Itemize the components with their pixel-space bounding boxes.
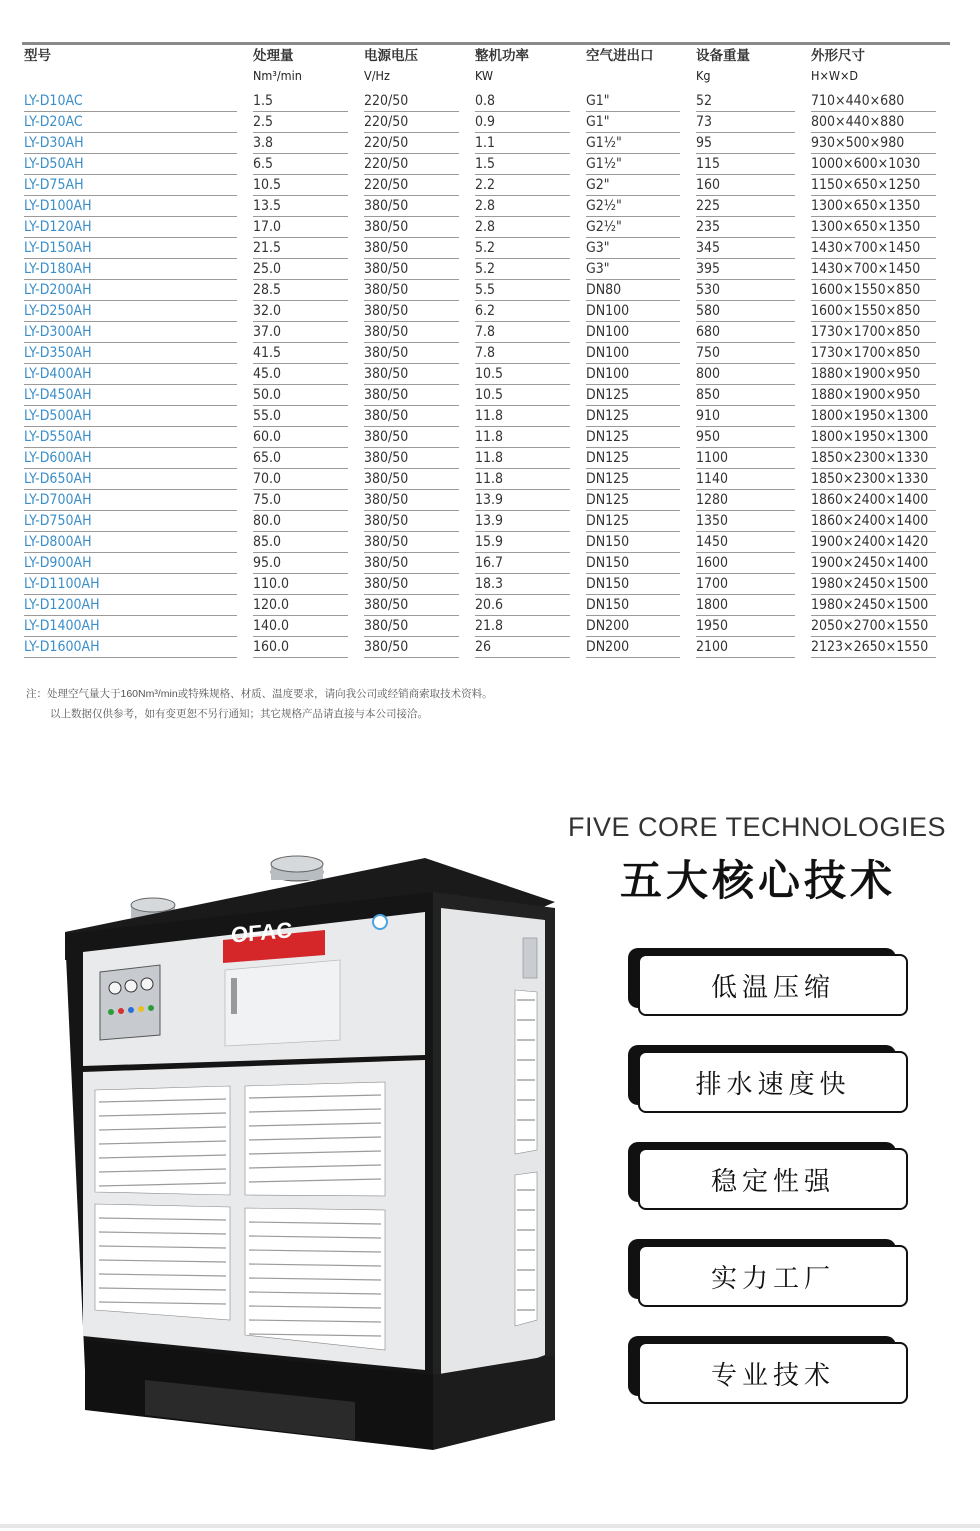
table-cell: 1860×2400×1400 [809,511,950,532]
tech-title-zh: 五大核心技术 [620,856,897,905]
table-cell: 2050×2700×1550 [809,616,950,637]
table-cell: 380/50 [362,301,473,322]
table-cell: 2100 [694,637,809,658]
table-row [22,91,950,112]
table-cell: G2½" [584,217,694,238]
table-cell: LY-D450AH [22,385,251,406]
table-cell: 1850×2300×1330 [809,469,950,490]
table-cell: 20.6 [473,595,584,616]
table-cell: LY-D400AH [22,364,251,385]
table-cell: LY-D50AH [22,154,251,175]
column-header-label: 空气进出口 [586,48,654,64]
table-cell: LY-D900AH [22,553,251,574]
table-cell: 25.0 [251,259,362,280]
table-cell: 32.0 [251,301,362,322]
table-cell: LY-D150AH [22,238,251,259]
table-cell: 5.2 [473,238,584,259]
table-cell: 2.5 [251,112,362,133]
table-cell: 235 [694,217,809,238]
table-cell: 220/50 [362,175,473,196]
table-cell: 380/50 [362,427,473,448]
table-cell: DN125 [584,490,694,511]
table-cell: 380/50 [362,532,473,553]
table-cell: 1430×700×1450 [809,259,950,280]
table-cell: 710×440×680 [809,91,950,112]
table-cell: 1140 [694,469,809,490]
table-cell: 380/50 [362,364,473,385]
table-cell: 1800 [694,595,809,616]
table-cell: 1600 [694,553,809,574]
table-row [22,637,950,658]
table-cell: LY-D180AH [22,259,251,280]
table-cell: 1100 [694,448,809,469]
table-cell: 800 [694,364,809,385]
table-cell: 380/50 [362,595,473,616]
table-cell: 11.8 [473,448,584,469]
table-cell: 1980×2450×1500 [809,595,950,616]
table-cell: 1730×1700×850 [809,343,950,364]
table-cell: 26 [473,637,584,658]
table-cell: 0.9 [473,112,584,133]
feature-item-4: 实力工厂 [628,1239,908,1309]
table-row [22,385,950,406]
table-cell: 530 [694,280,809,301]
table-cell: 1900×2400×1420 [809,532,950,553]
table-cell: 380/50 [362,553,473,574]
column-header [584,44,694,92]
table-cell: LY-D200AH [22,280,251,301]
column-header [694,44,809,92]
table-cell: 1880×1900×950 [809,364,950,385]
table-cell: 95.0 [251,553,362,574]
note-line-2: 以上数据仅供参考，如有变更恕不另行通知；其它规格产品请直接与本公司接洽。 [50,708,428,720]
table-cell: 680 [694,322,809,343]
table-cell: DN200 [584,637,694,658]
table-row [22,511,950,532]
table-cell: 13.9 [473,490,584,511]
table-cell: 220/50 [362,91,473,112]
table-cell: LY-D550AH [22,427,251,448]
table-cell: 10.5 [473,385,584,406]
table-row [22,364,950,385]
table-cell: 80.0 [251,511,362,532]
table-cell: LY-D500AH [22,406,251,427]
table-cell: DN125 [584,406,694,427]
feature-item-1: 低温压缩 [628,948,908,1018]
table-cell: G2½" [584,196,694,217]
table-cell: 395 [694,259,809,280]
table-row [22,322,950,343]
table-cell: 1600×1550×850 [809,280,950,301]
column-header-label: 处理量 [253,48,294,64]
table-cell: 1850×2300×1330 [809,448,950,469]
table-cell: 380/50 [362,469,473,490]
table-cell: 1730×1700×850 [809,322,950,343]
table-cell: 1700 [694,574,809,595]
table-row [22,343,950,364]
table-notes [26,684,926,724]
table-row [22,532,950,553]
table-cell: 1430×700×1450 [809,238,950,259]
table-cell: 800×440×880 [809,112,950,133]
column-header-label: 电源电压 [364,48,418,64]
table-row [22,616,950,637]
table-cell: 380/50 [362,574,473,595]
table-cell: LY-D100AH [22,196,251,217]
table-cell: 7.8 [473,343,584,364]
table-cell: DN150 [584,574,694,595]
table-cell: G3" [584,259,694,280]
column-header [362,44,473,92]
table-cell: 6.5 [251,154,362,175]
column-header-label: 设备重量 [696,48,750,64]
table-cell: 16.7 [473,553,584,574]
table-cell: G1½" [584,154,694,175]
table-cell: 1350 [694,511,809,532]
table-row [22,301,950,322]
table-cell: 380/50 [362,217,473,238]
feature-item-2: 排水速度快 [628,1045,908,1115]
table-row [22,553,950,574]
table-cell: 7.8 [473,322,584,343]
table-cell: LY-D600AH [22,448,251,469]
table-cell: 45.0 [251,364,362,385]
table-cell: 910 [694,406,809,427]
table-cell: 1.5 [251,91,362,112]
table-cell: LY-D1200AH [22,595,251,616]
column-header-label: 型号 [24,48,51,64]
table-row [22,238,950,259]
table-cell: 110.0 [251,574,362,595]
table-cell: 2.2 [473,175,584,196]
table-cell: 160 [694,175,809,196]
table-cell: 37.0 [251,322,362,343]
table-cell: 380/50 [362,322,473,343]
table-cell: 13.9 [473,511,584,532]
table-cell: DN150 [584,553,694,574]
table-row [22,427,950,448]
table-body [22,91,950,658]
table-cell: DN80 [584,280,694,301]
table-cell: 75.0 [251,490,362,511]
table-cell: DN100 [584,364,694,385]
table-cell: 1300×650×1350 [809,217,950,238]
note-line-1: 注：处理空气量大于160Nm³/min或特殊规格、材质、温度要求，请向我公司或经销商索取技术资料。 [26,688,493,700]
table-cell: 1800×1950×1300 [809,406,950,427]
table-cell: 55.0 [251,406,362,427]
table-row [22,196,950,217]
table-cell: 380/50 [362,406,473,427]
table-cell: 11.8 [473,469,584,490]
table-cell: 2123×2650×1550 [809,637,950,658]
table-cell: 345 [694,238,809,259]
table-cell: 380/50 [362,238,473,259]
feature-item-3: 稳定性强 [628,1142,908,1212]
table-cell: 380/50 [362,343,473,364]
table-cell: 73 [694,112,809,133]
table-cell: DN125 [584,511,694,532]
table-row [22,595,950,616]
table-cell: LY-D30AH [22,133,251,154]
table-cell: 220/50 [362,133,473,154]
table-row [22,133,950,154]
table-cell: LY-D75AH [22,175,251,196]
table-cell: 950 [694,427,809,448]
table-header-row [22,44,950,92]
table-cell: 5.5 [473,280,584,301]
table-cell: 225 [694,196,809,217]
column-header [473,44,584,92]
table-cell: 850 [694,385,809,406]
table-cell: 2.8 [473,217,584,238]
table-cell: LY-D800AH [22,532,251,553]
table-cell: 120.0 [251,595,362,616]
table-cell: 41.5 [251,343,362,364]
table-cell: 115 [694,154,809,175]
table-cell: 11.8 [473,427,584,448]
table-cell: 380/50 [362,511,473,532]
table-cell: LY-D700AH [22,490,251,511]
table-cell: 1.1 [473,133,584,154]
table-cell: 10.5 [251,175,362,196]
column-header [251,44,362,92]
table-cell: 70.0 [251,469,362,490]
table-cell: 2.8 [473,196,584,217]
table-cell: LY-D300AH [22,322,251,343]
table-cell: DN200 [584,616,694,637]
table-cell: 50.0 [251,385,362,406]
table-row [22,217,950,238]
table-cell: DN150 [584,532,694,553]
table-row [22,490,950,511]
table-cell: DN125 [584,469,694,490]
table-cell: LY-D650AH [22,469,251,490]
table-cell: 0.8 [473,91,584,112]
table-cell: 5.2 [473,259,584,280]
table-cell: LY-D120AH [22,217,251,238]
table-cell: 6.2 [473,301,584,322]
column-header-unit: V/Hz [364,68,390,83]
table-cell: 1900×2450×1400 [809,553,950,574]
table-cell: 28.5 [251,280,362,301]
table-cell: DN150 [584,595,694,616]
table-cell: LY-D1100AH [22,574,251,595]
table-cell: 1800×1950×1300 [809,427,950,448]
table-cell: LY-D1600AH [22,637,251,658]
column-header-unit: KW [475,68,494,83]
table-cell: 17.0 [251,217,362,238]
table-row [22,259,950,280]
table-row [22,112,950,133]
table-cell: 380/50 [362,196,473,217]
table-cell: G1½" [584,133,694,154]
feature-item-5: 专业技术 [628,1336,908,1406]
table-cell: 95 [694,133,809,154]
table-cell: 930×500×980 [809,133,950,154]
table-row [22,154,950,175]
table-cell: DN125 [584,427,694,448]
table-cell: 380/50 [362,637,473,658]
table-cell: 380/50 [362,490,473,511]
table-cell: LY-D750AH [22,511,251,532]
table-cell: 220/50 [362,112,473,133]
table-cell: 1280 [694,490,809,511]
table-cell: 65.0 [251,448,362,469]
tech-title-en: FIVE CORE TECHNOLOGIES [568,812,947,842]
table-cell: 380/50 [362,385,473,406]
table-cell: 160.0 [251,637,362,658]
table-cell: G2" [584,175,694,196]
column-header-unit: Nm³/min [253,68,302,83]
table-cell: 380/50 [362,448,473,469]
table-cell: 380/50 [362,280,473,301]
table-cell: 10.5 [473,364,584,385]
table-cell: 220/50 [362,154,473,175]
column-header [22,44,251,92]
table-row [22,448,950,469]
table-cell: 380/50 [362,259,473,280]
table-cell: 11.8 [473,406,584,427]
table-cell: 15.9 [473,532,584,553]
table-cell: DN100 [584,343,694,364]
air-dryer-machine-image [55,850,575,1470]
table-cell: 13.5 [251,196,362,217]
table-cell: LY-D10AC [22,91,251,112]
table-cell: 140.0 [251,616,362,637]
footer-divider [0,1524,980,1528]
spec-table [22,42,950,658]
table-cell: 1000×600×1030 [809,154,950,175]
column-header-label: 外形尺寸 [811,48,865,64]
table-row [22,175,950,196]
table-cell: G1" [584,91,694,112]
table-cell: 3.8 [251,133,362,154]
table-cell: G3" [584,238,694,259]
table-cell: LY-D20AC [22,112,251,133]
table-cell: 1860×2400×1400 [809,490,950,511]
table-cell: DN125 [584,448,694,469]
table-cell: LY-D250AH [22,301,251,322]
table-cell: 750 [694,343,809,364]
brand-logo: OFAC [231,917,293,948]
table-cell: 1980×2450×1500 [809,574,950,595]
table-cell: 580 [694,301,809,322]
table-cell: 1880×1900×950 [809,385,950,406]
column-header [809,44,950,92]
table-cell: 1600×1550×850 [809,301,950,322]
table-cell: 1150×650×1250 [809,175,950,196]
table-cell: 52 [694,91,809,112]
table-cell: 1300×650×1350 [809,196,950,217]
table-cell: 1450 [694,532,809,553]
column-header-label: 整机功率 [475,48,529,64]
table-cell: DN100 [584,301,694,322]
table-cell: LY-D1400AH [22,616,251,637]
table-cell: LY-D350AH [22,343,251,364]
column-header-unit: H×W×D [811,68,859,83]
table-row [22,469,950,490]
table-row [22,406,950,427]
table-cell: DN100 [584,322,694,343]
table-row [22,574,950,595]
table-row [22,280,950,301]
table-cell: DN125 [584,385,694,406]
table-cell: 380/50 [362,616,473,637]
table-cell: G1" [584,112,694,133]
table-cell: 60.0 [251,427,362,448]
column-header-unit: Kg [696,68,711,83]
table-cell: 1950 [694,616,809,637]
table-cell: 85.0 [251,532,362,553]
table-cell: 18.3 [473,574,584,595]
table-cell: 1.5 [473,154,584,175]
table-cell: 21.5 [251,238,362,259]
table-cell: 21.8 [473,616,584,637]
